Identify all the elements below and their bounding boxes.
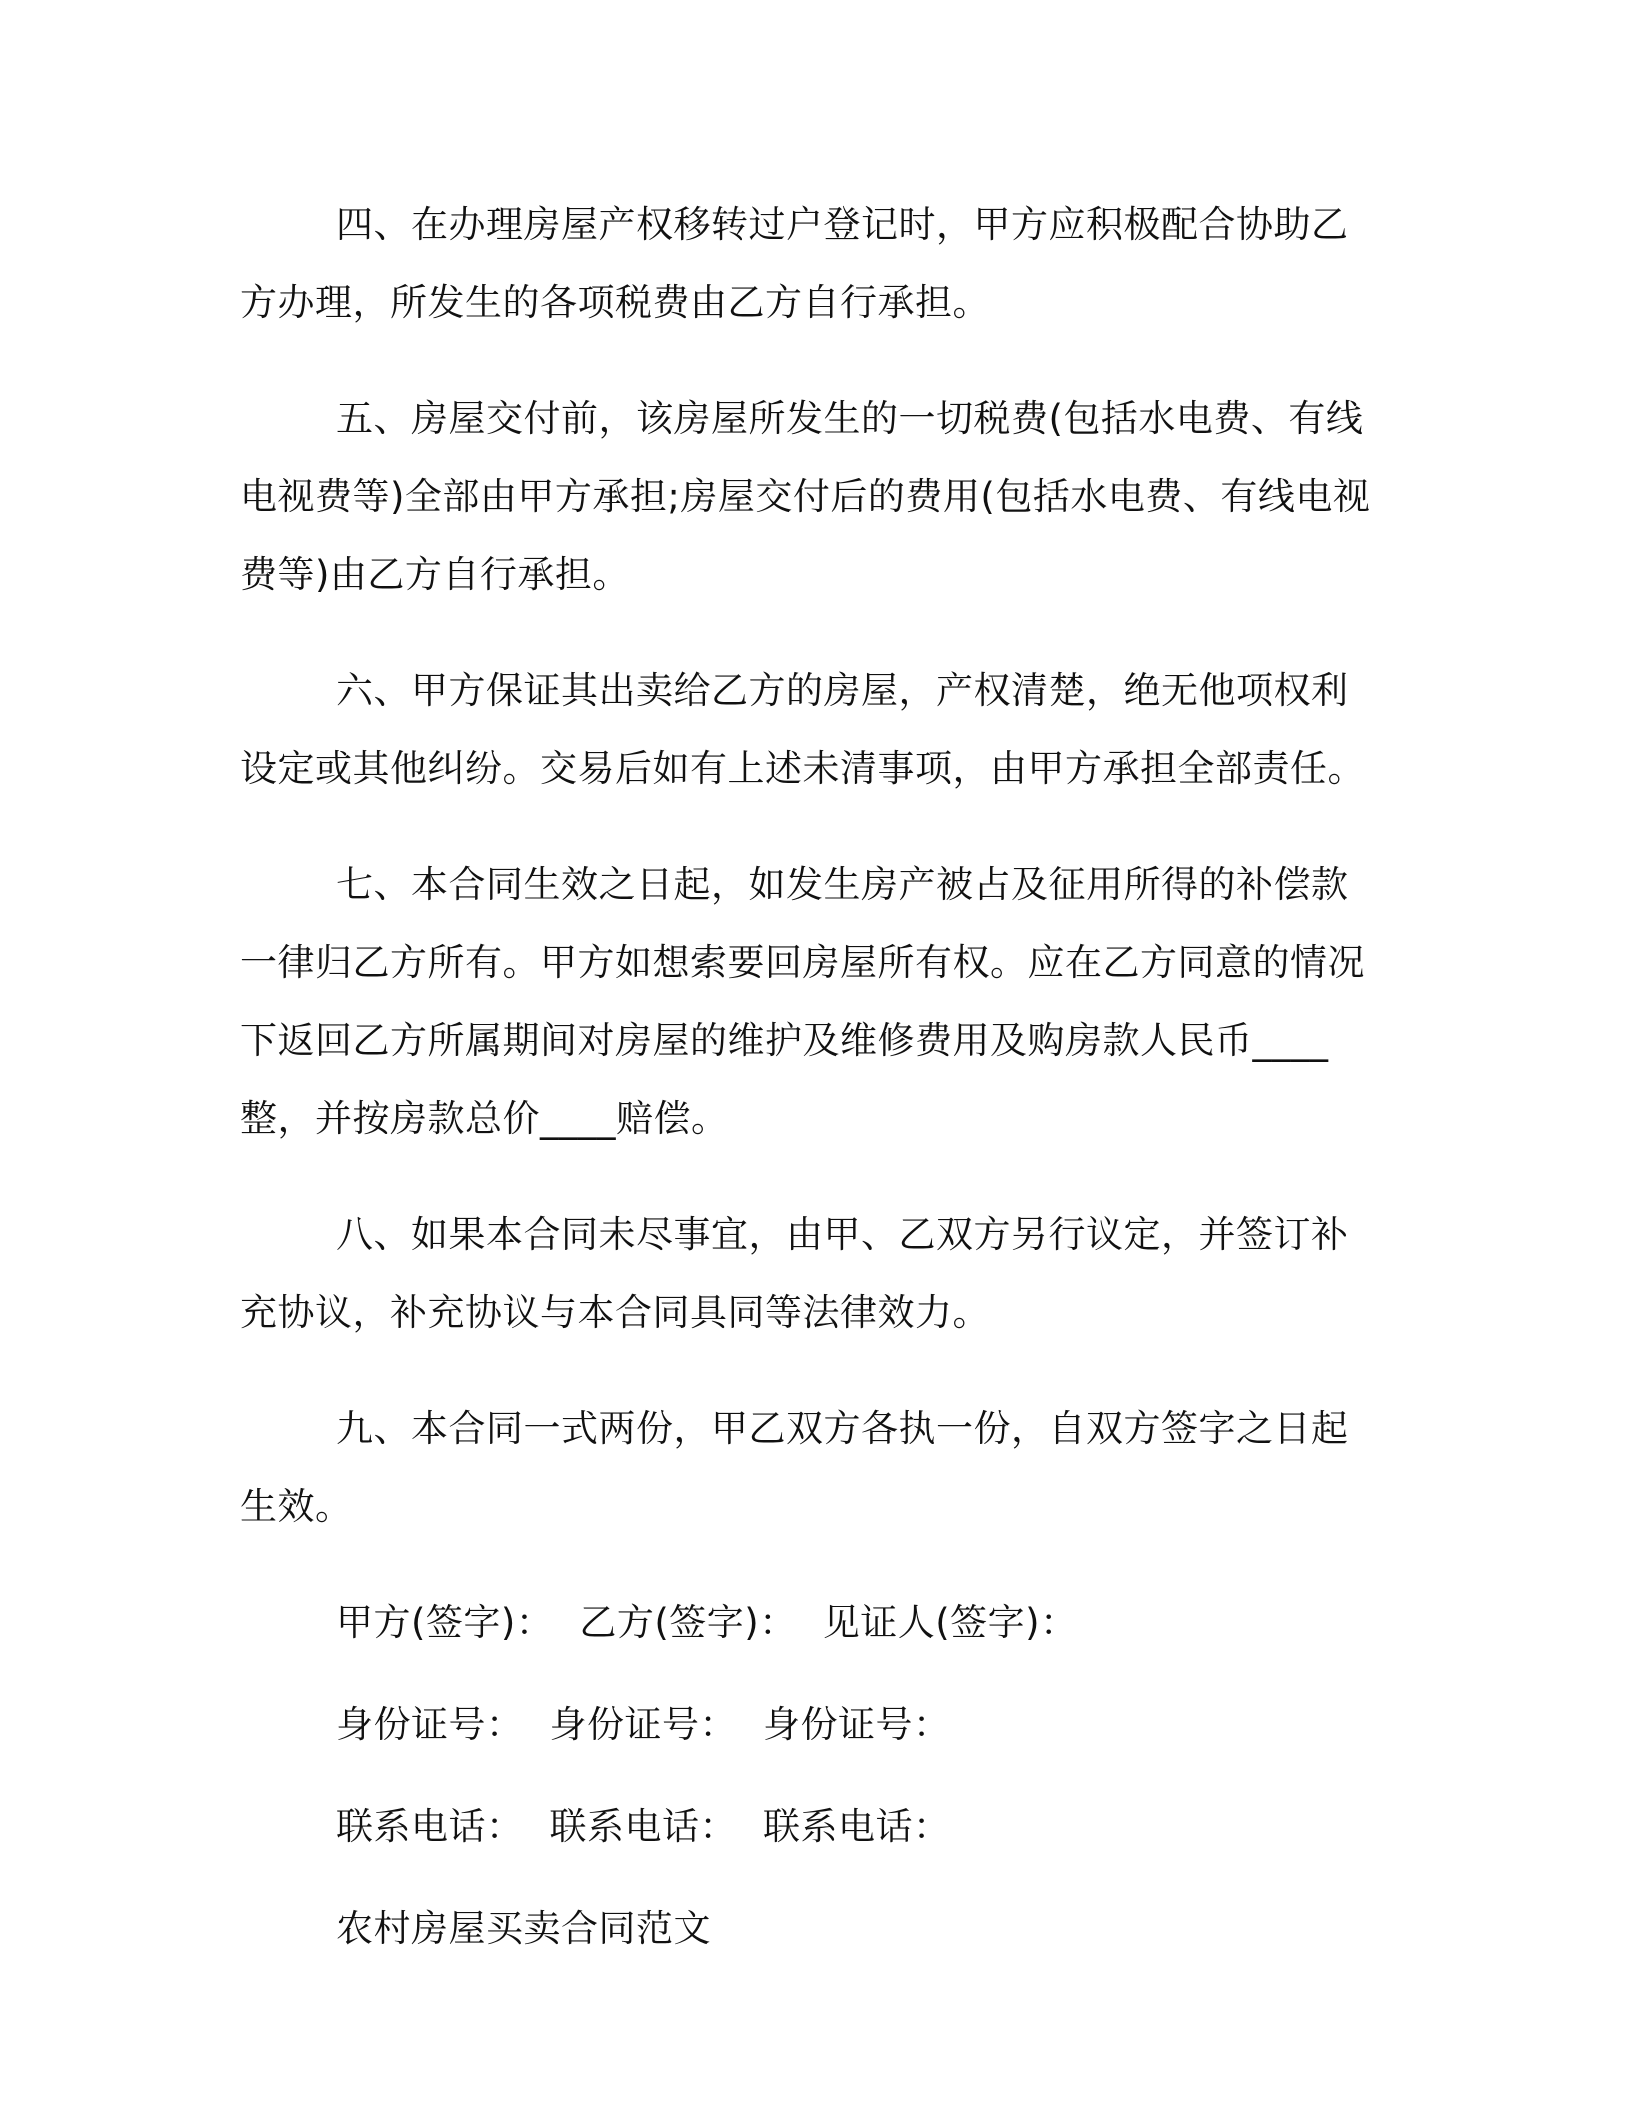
next-section-title: 农村房屋买卖合同范文: [336, 1907, 711, 1950]
clause-9: 九、本合同一式两份，甲乙双方各执一份，自双方签字之日起生效。: [240, 1407, 1349, 1528]
party-b-phone-label: 联系电话：: [549, 1805, 737, 1848]
party-a-id-label: 身份证号：: [336, 1703, 524, 1746]
phone-row: [240, 1788, 1380, 1866]
id-number-row: [240, 1686, 1380, 1764]
clause-8: 八、如果本合同未尽事宜，由甲、乙双方另行议定，并签订补充协议，补充协议与本合同具同等法律效力。: [240, 1213, 1349, 1334]
witness-signature-label: 见证人(签字)：: [822, 1601, 1078, 1644]
witness-id-label: 身份证号：: [763, 1703, 951, 1746]
signature-row: [240, 1584, 1380, 1662]
clause-5: 五、房屋交付前，该房屋所发生的一切税费(包括水电费、有线电视费等)全部由甲方承担;房屋交付后的费用(包括水电费、有线电视费等)由乙方自行承担。: [240, 397, 1371, 596]
clause-6: 六、甲方保证其出卖给乙方的房屋，产权清楚，绝无他项权利设定或其他纠纷。交易后如有上述未清事项，由甲方承担全部责任。: [240, 669, 1365, 790]
party-b-signature-label: 乙方(签字)：: [579, 1601, 797, 1644]
witness-phone-label: 联系电话：: [763, 1805, 951, 1848]
party-a-signature-label: 甲方(签字)：: [336, 1601, 554, 1644]
party-b-id-label: 身份证号：: [549, 1703, 737, 1746]
document-body: [240, 186, 1380, 1968]
party-a-phone-label: 联系电话：: [336, 1805, 524, 1848]
clause-7: 七、本合同生效之日起，如发生房产被占及征用所得的补偿款一律归乙方所有。甲方如想索要回房屋所有权。应在乙方同意的情况下返回乙方所属期间对房屋的维护及维修费用及购房款人民币____整，并按房款总价____赔偿。: [240, 863, 1365, 1140]
clause-4: 四、在办理房屋产权移转过户登记时，甲方应积极配合协助乙方办理，所发生的各项税费由乙方自行承担。: [240, 203, 1349, 324]
